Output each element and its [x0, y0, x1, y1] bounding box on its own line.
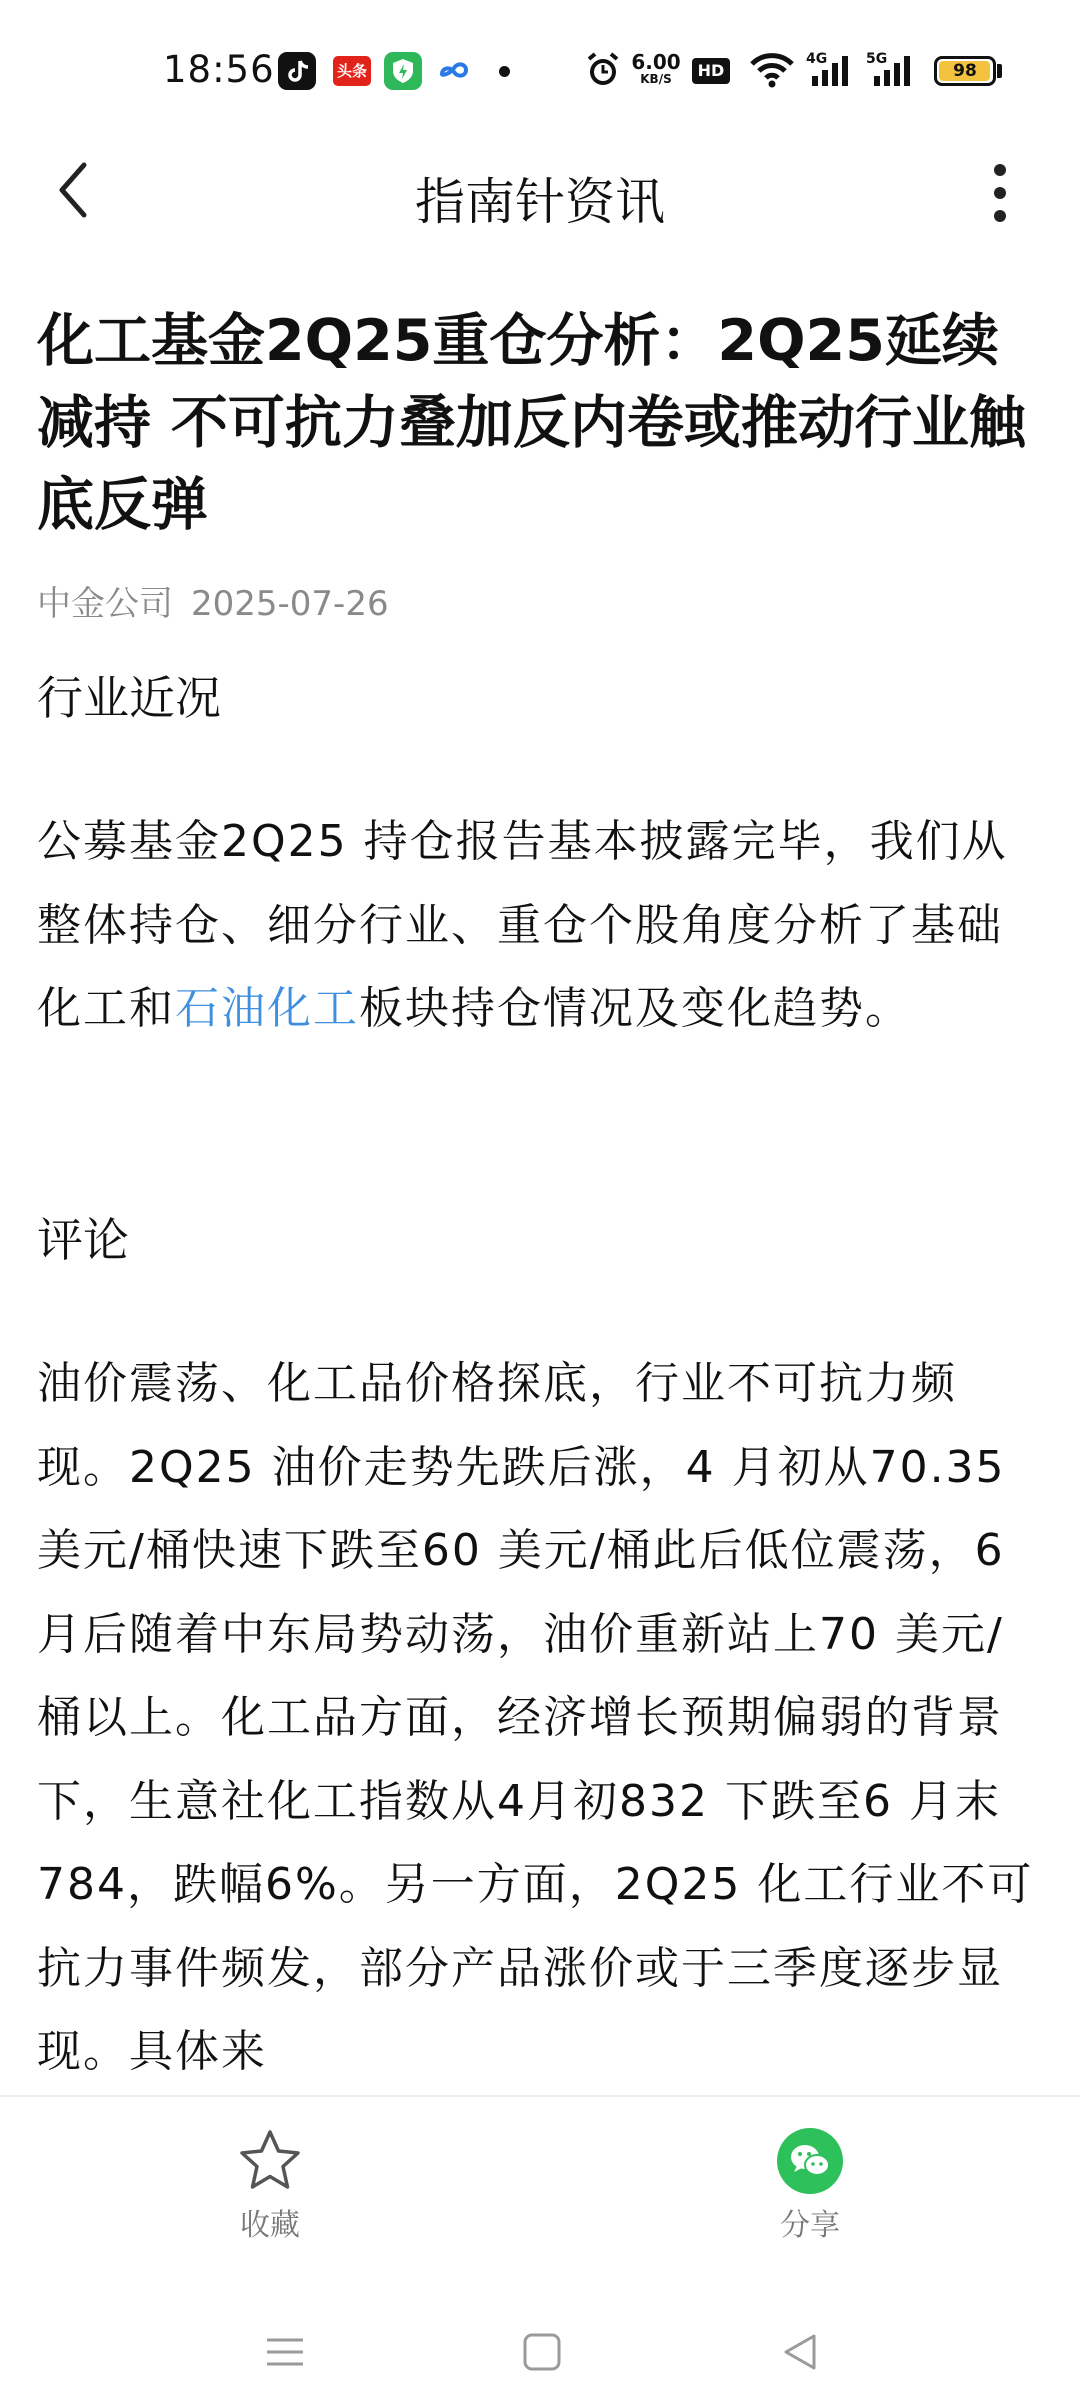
section-heading-industry: 行业近况	[37, 671, 221, 725]
section-paragraph-comment: 油价震荡、化工品价格探底，行业不可抗力频现。2Q25 油价走势先跌后涨，4 月初从70.35 美元/桶快速下跌至60 美元/桶此后低位震荡，6 月后随着中东局势动荡，油价重新站上70 美元/桶以上。化工品方面，经济增长预期偏弱的背景下，生意社化工指数从4月初832 下跌至6 月末784，跌幅6%。另一方面，2Q25 化工行业不可抗力事件频发，部分产品涨价或于三季度逐步显现。具体来	[37, 1358, 1034, 2077]
paragraph-text-after-link: 板块持仓情况及变化趋势。	[359, 983, 911, 1034]
net-5g-label: 5G	[866, 51, 888, 67]
signal-5g-icon	[866, 50, 922, 90]
stock-sector-link[interactable]: 石油化工	[175, 983, 359, 1034]
bottom-action-bar	[0, 2097, 1080, 2297]
net-speed-unit: KB/S	[640, 72, 672, 86]
status-time: 18:56	[163, 48, 275, 91]
paragraph-text-before-link: 公募基金2Q25 持仓报告基本披露完毕，我们从整体持仓、细分行业、重仓个股角度分析了基础化工和	[37, 816, 1008, 1034]
share-label: 分享	[780, 2208, 840, 2243]
battery-tip	[997, 64, 1002, 78]
favorite-label: 收藏	[240, 2208, 300, 2243]
wechat-icon	[777, 2128, 843, 2194]
menu-icon[interactable]	[265, 2332, 305, 2372]
douyin-app-icon	[278, 52, 316, 90]
more-options-button[interactable]	[980, 158, 1020, 228]
alarm-icon	[584, 50, 622, 90]
status-bar	[0, 0, 1080, 140]
star-outline-icon	[235, 2126, 305, 2196]
cloud-app-icon	[436, 52, 472, 88]
article-source: 中金公司	[37, 584, 173, 624]
battery-icon	[934, 56, 996, 86]
wifi-icon	[748, 50, 796, 90]
article-date: 2025-07-26	[191, 584, 389, 624]
article-title: 化工基金2Q25重仓分析：2Q25延续减持 不可抗力叠加反内卷或推动行业触底反弹	[37, 308, 1026, 538]
signal-4g-icon	[806, 50, 856, 90]
home-icon[interactable]	[522, 2332, 562, 2372]
net-speed-value: 6.00	[631, 50, 681, 74]
section-paragraph-industry	[37, 800, 1042, 1051]
system-nav-bar	[0, 2300, 1080, 2400]
favorite-button[interactable]	[220, 2120, 320, 2243]
section-heading-comment: 评论	[37, 1213, 129, 1267]
article-meta	[37, 576, 407, 625]
back-triangle-icon[interactable]	[780, 2332, 820, 2372]
vertical-dots-icon	[980, 158, 1020, 228]
net-4g-label: 4G	[806, 51, 828, 67]
notification-dot-icon	[499, 66, 510, 77]
battery-level: 98	[953, 61, 977, 81]
share-button[interactable]	[760, 2120, 860, 2243]
hd-badge: HD	[692, 58, 730, 84]
net-speed-indicator	[628, 52, 684, 86]
toutiao-app-icon: 头条	[333, 56, 371, 86]
security-app-icon	[384, 52, 422, 90]
page-title: 指南针资讯	[415, 173, 665, 231]
